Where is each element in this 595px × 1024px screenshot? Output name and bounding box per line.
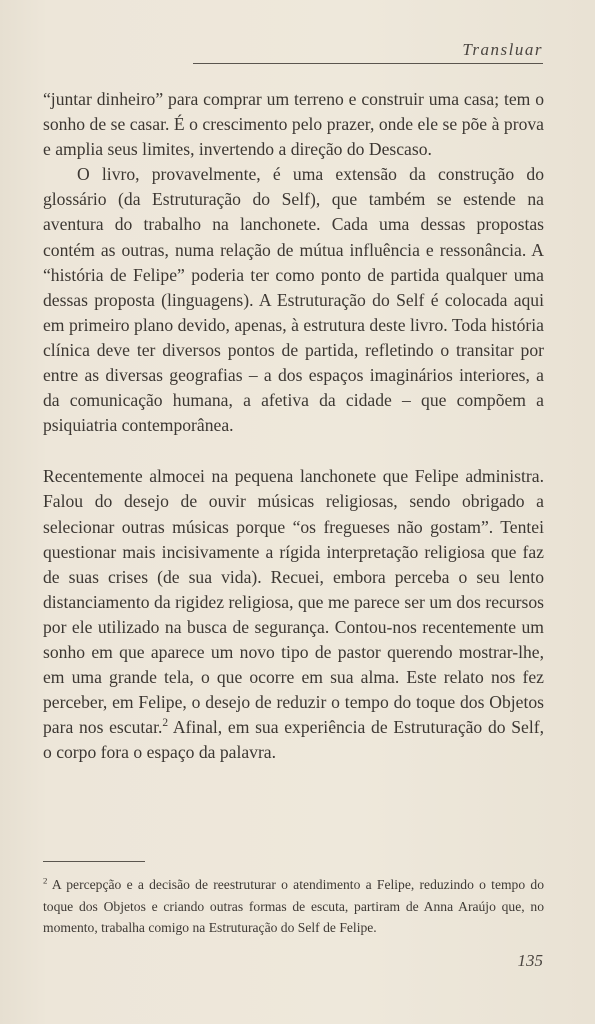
footnote-number: 2 bbox=[43, 875, 48, 886]
running-header: Transluar bbox=[462, 40, 543, 59]
footnote-reference: 2 bbox=[162, 717, 169, 730]
footnote bbox=[43, 874, 544, 939]
paragraph-2: O livro, provavelmente, é uma extensão da construção do glossário (da Estruturação do Self), que também se estende na aventura do trabalho na lanchonete. Cada uma dessas propostas contém as outras, numa relação de mútua influência e ressonância. A “história de Felipe” poderia ter como ponto de partida qualquer uma dessas proposta (linguagens). A Estruturação do Self é colocada aqui em primeiro plano devido, apenas, à estrutura deste livro. Toda história clínica deve ter diversos pontos de partida, refletindo o transitar por entre as diversas geografias – a dos espaços imaginários interiores, a da comunicação humana, a afetiva da cidade – que compõem a psiquiatria contemporânea. bbox=[43, 164, 544, 436]
paragraph-3 bbox=[43, 464, 544, 765]
paragraph-3-continuation: Afinal, em sua experiência de Estruturação do Self, o corpo fora o espaço da palavra. bbox=[43, 717, 544, 763]
header-rule bbox=[193, 63, 543, 64]
paragraph-3-text: Recentemente almocei na pequena lanchonete que Felipe administra. Falou do desejo de ouvir músicas religiosas, sendo obrigado a selecionar outras músicas porque “os fregueses não gostam”. Tentei questionar mais incisivamente a rígida interpretação religiosa que faz de suas crises (de sua vida). Recuei, embora perceba o seu lento distanciamento da rigidez religiosa, que me parece ser um dos recursos por ele utilizado na busca de segurança. Contou-nos recentemente um sonho em que aparece um novo tipo de pastor querendo mostrar-lhe, em uma grande tela, o que ocorre em sua alma. Este relato nos fez perceber, em Felipe, o desejo de reduzir o tempo do toque dos Objetos para nos escutar. bbox=[43, 466, 544, 738]
footnote-rule bbox=[43, 861, 145, 862]
page-number: 135 bbox=[517, 951, 543, 970]
body-text bbox=[43, 87, 544, 765]
footnote-text: A percepção e a decisão de reestruturar o atendimento a Felipe, reduzindo o tempo do toque dos Objetos e criando outras formas de escuta, partiram de Anna Araújo que, no momento, trabalha comigo na Estruturação do Self de Felipe. bbox=[43, 877, 544, 935]
paragraph-1: “juntar dinheiro” para comprar um terreno e construir uma casa; tem o sonho de se casar. É o crescimento pelo prazer, onde ele se põe à prova e amplia seus limites, invertendo a direção do Descaso. bbox=[43, 89, 544, 160]
